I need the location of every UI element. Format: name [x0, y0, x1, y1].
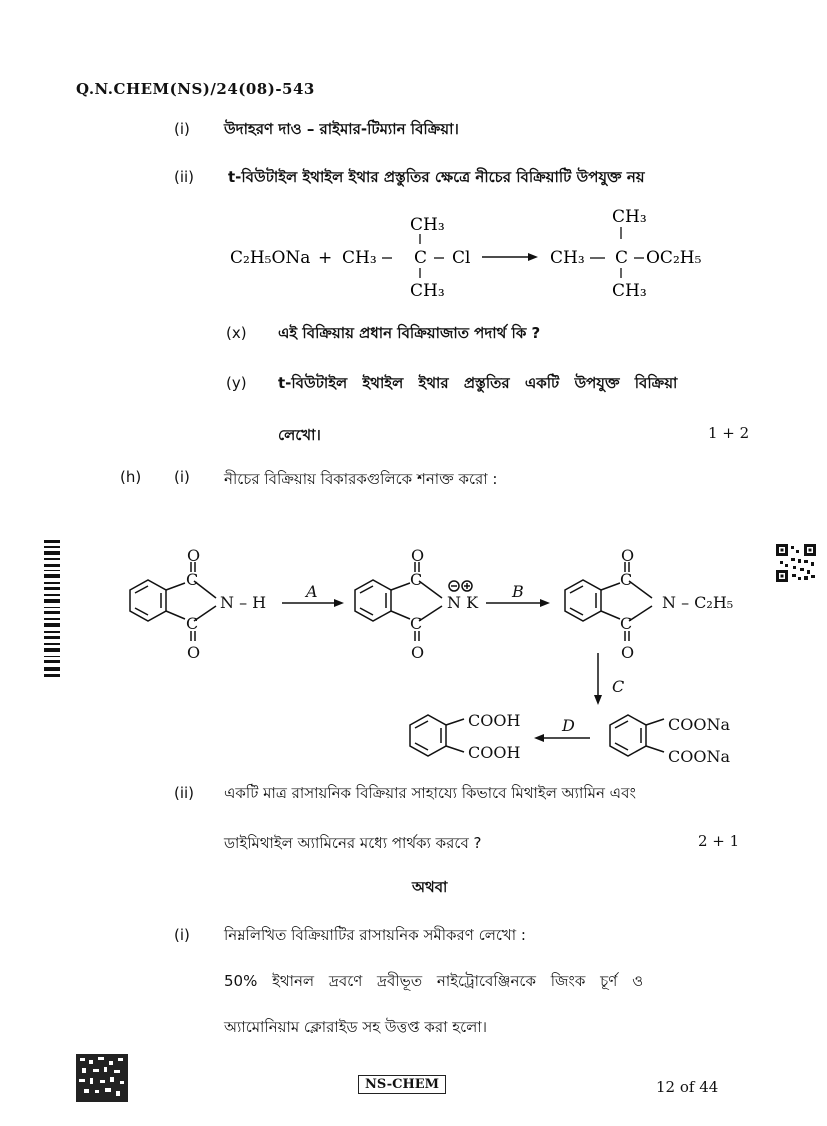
williamson-reaction: [220, 200, 740, 305]
o-bottom-1: O: [187, 643, 201, 662]
gabriel-synthesis-scheme: [110, 545, 770, 775]
ch3-top-reactant: CH₃: [410, 215, 445, 235]
item-i-text: উদাহরণ দাও – রাইমার-টিম্যান বিক্রিয়া।: [224, 120, 459, 138]
item-x-label: (x): [226, 324, 247, 342]
ch3-bottom-product: CH₃: [612, 281, 647, 301]
item-y-label: (y): [226, 374, 247, 392]
ethoxy-group: OC₂H₅: [646, 248, 702, 268]
c-top-2: C: [410, 570, 423, 589]
c-top-3: C: [620, 570, 633, 589]
o-top-1: O: [187, 546, 201, 565]
c-top-1: C: [186, 570, 199, 589]
cooh-bottom: COOH: [468, 743, 521, 762]
n-ethyl-group: N – C₂H₅: [662, 593, 734, 612]
ch3-top-product: CH₃: [612, 207, 647, 227]
item-x-text: এই বিক্রিয়ায় প্রধান বিক্রিয়াজাত পদার্থ কি ?: [278, 324, 541, 342]
coona-top: COONa: [668, 715, 731, 734]
central-carbon: C: [414, 248, 428, 268]
marks-y: 1 + 2: [708, 424, 750, 442]
qr-code: [776, 544, 816, 582]
ch3-product-left: CH₃: [550, 248, 585, 268]
alt-i-text-line3: অ্যামোনিয়াম ক্লোরাইড সহ উত্তপ্ত করা হলো।: [224, 1018, 488, 1036]
plus-sign: +: [318, 248, 333, 268]
item-y-text-cont: লেখো।: [278, 426, 321, 444]
o-top-2: O: [411, 546, 425, 565]
subject-code-box: NS-CHEM: [358, 1075, 446, 1094]
reagent-c-label: C: [612, 677, 625, 696]
item-ii-label: (ii): [174, 168, 195, 186]
o-bottom-2: O: [411, 643, 425, 662]
o-bottom-3: O: [621, 643, 635, 662]
reagent-b-label: B: [512, 582, 524, 601]
barcode-strip: [44, 540, 60, 680]
alt-i-text: নিম্নলিখিত বিক্রিয়াটির রাসায়নিক সমীকরণ লেখো :: [224, 926, 526, 944]
question-code: Q.N.CHEM(NS)/24(08)-543: [76, 80, 315, 98]
h-ii-text: একটি মাত্র রাসায়নিক বিক্রিয়ার সাহায্যে কিভাবে মিথাইল অ্যামিন এবং: [224, 784, 636, 802]
n-k-group: N K: [447, 593, 479, 612]
h-i-label: (i): [174, 468, 190, 486]
product-carbon: C: [615, 248, 629, 268]
alt-i-label: (i): [174, 926, 190, 944]
c-bottom-3: C: [620, 614, 633, 633]
o-top-3: O: [621, 546, 635, 565]
reagent-d-label: D: [562, 716, 575, 735]
n-h-group: N – H: [220, 593, 267, 612]
coona-bottom: COONa: [668, 747, 731, 766]
ch3-bottom-reactant: CH₃: [410, 281, 445, 301]
reactant-ethoxide: C₂H₅ONa: [230, 248, 311, 268]
h-i-text: নীচের বিক্রিয়ায় বিকারকগুলিকে শনাক্ত করো :: [224, 470, 498, 488]
chlorine: Cl: [452, 248, 471, 268]
or-separator: অথবা: [412, 878, 448, 896]
reagent-a-label: A: [306, 582, 318, 601]
h-ii-label: (ii): [174, 784, 195, 802]
item-ii-text: t-বিউটাইল ইথাইল ইথার প্রস্তুতির ক্ষেত্রে নীচের বিক্রিয়াটি উপযুক্ত নয়: [228, 168, 645, 186]
h-ii-text-cont: ডাইমিথাইল অ্যামিনের মধ্যে পার্থক্য করবে ?: [224, 834, 482, 852]
item-y-text: t-বিউটাইল ইথাইল ইথার প্রস্তুতির একটি উপযুক্ত বিক্রিয়া: [278, 374, 678, 392]
bottom-qr-code: [76, 1054, 128, 1102]
c-bottom-1: C: [186, 614, 199, 633]
ch3-left: CH₃: [342, 248, 377, 268]
marks-h-ii: 2 + 1: [698, 832, 740, 850]
item-i-label: (i): [174, 120, 190, 138]
section-h-label: (h): [120, 468, 142, 486]
c-bottom-2: C: [410, 614, 423, 633]
alt-i-text-line2: 50% ইথানল দ্রবণে দ্রবীভূত নাইট্রোবেঞ্জিনকে জিংক চূর্ণ ও: [224, 972, 644, 990]
cooh-top: COOH: [468, 711, 521, 730]
page-number: 12 of 44: [656, 1078, 719, 1096]
